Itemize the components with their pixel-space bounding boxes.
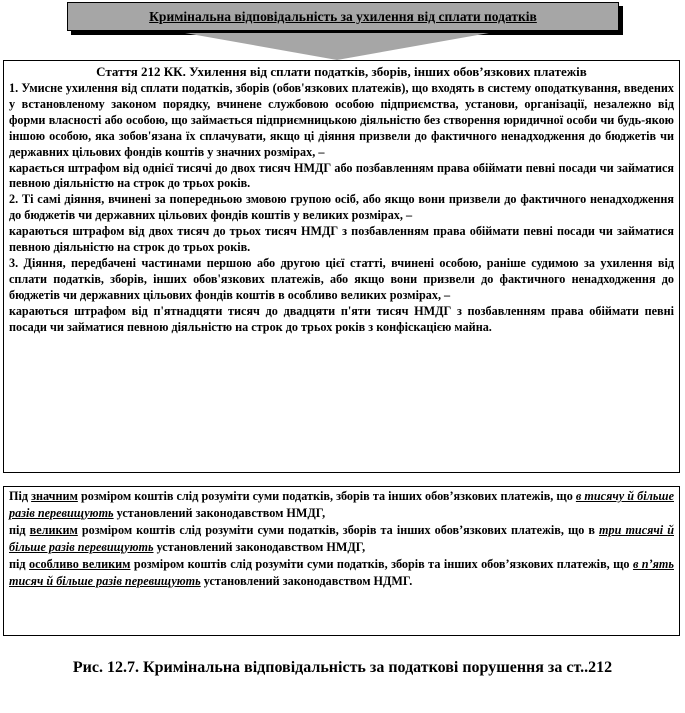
definition-threshold: в п’ять тисяч й більше разів перевищують — [9, 557, 674, 588]
definition-text: розміром коштів слід розуміти суми податків, зборів та інших обов’язкових платежів, що в — [77, 523, 600, 537]
article-part-2: 2. Ті самі діяння, вчинені за попередньою змовою групою осіб, або якщо вони призвели до фактичного ненадходження до бюджетів чи державних цільових фондів коштів у великих розмірах, – — [9, 192, 674, 223]
article-penalty-3: караються штрафом від п'ятнадцяти тисяч до двадцяти п'яти тисяч НМДГ з позбавленням права обіймати певні посади чи займатися певною діяльністю на строк до трьох років з конфіскацією майна. — [9, 303, 674, 334]
definition-text: установлений законодавством НМДГ, — [153, 539, 366, 554]
definitions-box — [3, 486, 680, 636]
definition-text: розміром коштів слід розуміти суми податків, зборів та інших обов’язкових платежів, що — [77, 489, 576, 503]
definition-significant — [4, 487, 679, 521]
article-penalty-2: караються штрафом від двох тисяч до трьох тисяч НМДГ з позбавленням права обіймати певні посади чи займатися певною діяльністю на строк до трьох років. — [9, 224, 674, 255]
figure-caption: Рис. 12.7. Кримінальна відповідальність за податкові порушення за ст..212 — [72, 659, 613, 676]
article-part-1: 1. Умисне ухилення від сплати податків, зборів (обов'язкових платежів), що входять в систему оподаткування, введених у встановленому законом порядку, вчинене службовою особою підприємства, установи, організації, незалежно від форми власності або особою, що займається підприємницькою діяльністю без створення юридичної особи чи будь-якою іншою особою, яка зобов'язана їх сплачувати, якщо ці діяння призвели до фактичного ненадходження до бюджетів чи державних цільових фондів коштів у значних розмірах, – — [9, 81, 674, 159]
diagram-title: Кримінальна відповідальність за ухилення від сплати податків — [149, 8, 537, 24]
diagram-title-box — [67, 2, 619, 31]
definition-text: Під — [9, 489, 32, 503]
definition-especially-large — [4, 555, 679, 589]
article-212-box — [3, 60, 680, 473]
definition-text: під — [9, 557, 30, 571]
down-arrow-shape — [185, 33, 489, 60]
article-heading: Стаття 212 КК. Ухилення від сплати податків, зборів, інших обов’язкових платежів — [96, 64, 587, 79]
definition-term: особливо великим — [29, 557, 131, 571]
definition-large — [4, 521, 679, 555]
definition-term: великим — [29, 523, 78, 537]
definition-threshold: в тисячу й більше разів перевищують — [9, 489, 674, 520]
definition-text: установлений законодавством НДМГ. — [200, 573, 413, 588]
article-part-3: 3. Діяння, передбачені частинами першою або другою цієї статті, вчинені особою, раніше судимою за ухилення від сплати податків, зборів, інших обов'язкових платежів, або якщо вони призвели до фактичного ненадходження до бюджетів чи державних цільових фондів коштів в особливо великих розмірах, – — [9, 255, 674, 302]
definition-text: під — [9, 523, 30, 537]
definition-threshold: три тисячі й більше разів перевищують — [9, 523, 675, 554]
article-penalty-1: карається штрафом від однієї тисячі до двох тисяч НМДГ або позбавленням права обіймати певні посади чи займатися певною діяльністю на строк до трьох років. — [9, 160, 674, 191]
definition-term: значним — [31, 489, 78, 503]
definition-text: розміром коштів слід розуміти суми податків, зборів та інших обов’язкових платежів, що — [130, 557, 633, 571]
definition-text: установлений законодавством НМДГ, — [113, 505, 326, 520]
